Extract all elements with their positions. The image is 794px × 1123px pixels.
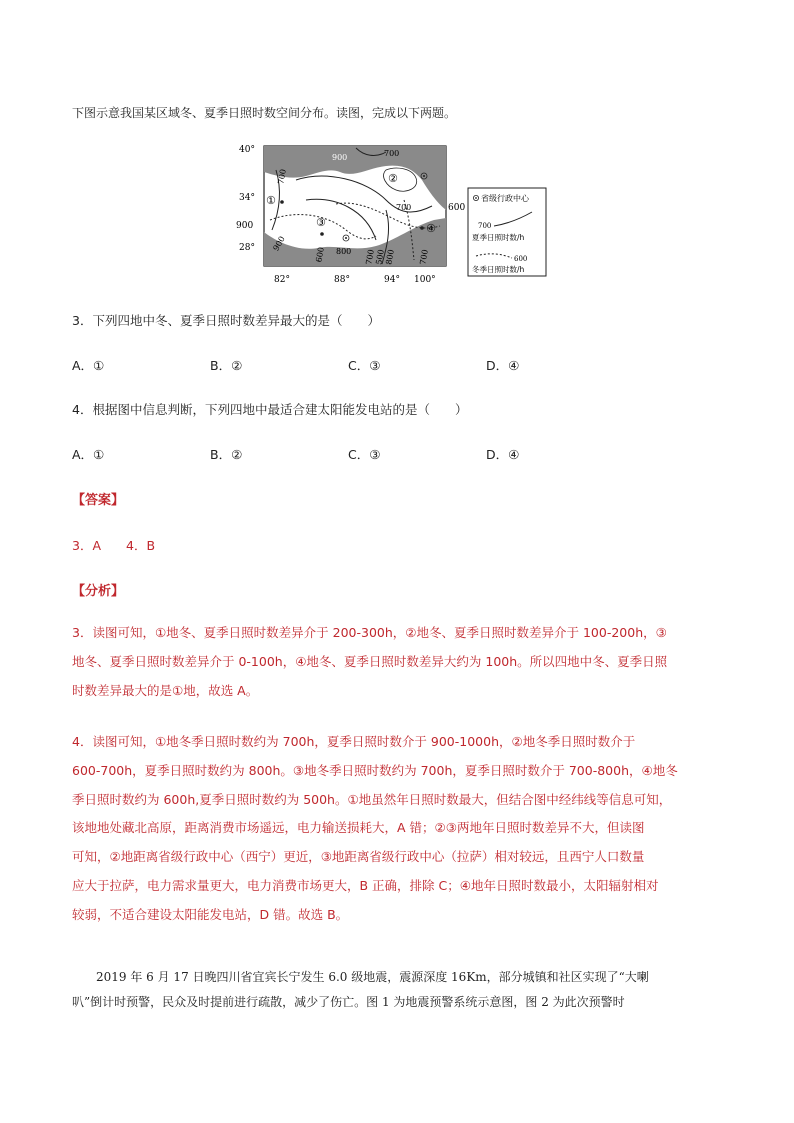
passage-line: 叭”倒计时预警，民众及时提前进行疏散，减少了伤亡。图 1 为地震预警系统示意图，图 2 为此次预警时 <box>72 995 625 1009</box>
answer-text: 3．A 4．B <box>72 538 156 553</box>
isoline-label: 700 <box>276 168 288 185</box>
point-4: ④ <box>426 222 436 235</box>
capital-marker-center <box>345 237 347 239</box>
point-2: ② <box>388 172 398 185</box>
analysis-line: 可知，②地距离省级行政中心（西宁）更近，③地距离省级行政中心（拉萨）相对较远，且西宁人口数量 <box>72 849 645 865</box>
next-passage <box>72 965 724 1015</box>
point-3-dot <box>320 232 324 236</box>
passage-line: 2019 年 6 月 17 日晚四川省宜宾长宁发生 6.0 级地震，震源深度 16Km，部分城镇和社区实现了“大喇 <box>72 970 649 984</box>
isoline-label: 500 <box>374 248 386 266</box>
point-1-dot <box>280 200 284 204</box>
intro-text: 下图示意我国某区域冬、夏季日照时数空间分布。读图，完成以下两题。 <box>72 106 457 120</box>
isoline-label: 700 <box>364 248 376 266</box>
question-3-option-c: C．③ <box>348 358 381 373</box>
analysis-line: 3．读图可知，①地冬、夏季日照时数差异介于 200-300h，②地冬、夏季日照时数差异介于 100-200h，③ <box>72 625 667 640</box>
isoline-label: 700 <box>384 149 400 158</box>
analysis-line: 4．读图可知，①地冬季日照时数约为 700h，夏季日照时数介于 900-1000h，②地冬季日照时数介于 <box>72 734 636 749</box>
analysis-q4 <box>72 728 724 930</box>
side-label: 900 <box>236 221 254 231</box>
legend-summer-value: 700 <box>478 222 492 230</box>
analysis-line: 应大于拉萨，电力需求量更大，电力消费市场更大，B 正确，排除 C；④地年日照时数最小，太阳辐射相对 <box>72 877 659 893</box>
capital-marker-center <box>423 175 425 177</box>
question-4-option-b: B．② <box>210 447 243 462</box>
isoline-label: 600 <box>296 237 312 246</box>
analysis-header: 【分析】 <box>72 584 125 599</box>
side-label: 600 <box>448 203 466 213</box>
map-frame <box>264 146 446 266</box>
isoline-label: 800 <box>336 247 352 256</box>
isoline-label: 700 <box>396 203 412 212</box>
question-4-option-a: A．① <box>72 447 105 462</box>
point-4-dot <box>420 226 424 230</box>
analysis-line: 季日照时数约为 600h,夏季日照时数约为 500h。①地虽然年日照时数最大，但结合图中经纬线等信息可知， <box>72 791 672 807</box>
legend-summer-label: 夏季日照时数/h <box>472 233 525 242</box>
point-1: ① <box>266 194 276 207</box>
lon-label: 82° <box>274 275 290 285</box>
lon-label: 94° <box>384 275 400 285</box>
analysis-line: 较弱，不适合建设太阳能发电站，D 错。故选 B。 <box>72 906 349 922</box>
lon-label: 100° <box>414 275 436 285</box>
lon-label: 88° <box>334 275 350 285</box>
lat-label: 28° <box>239 243 255 253</box>
capital-legend-icon-center <box>475 197 477 199</box>
legend-winter-value: 600 <box>514 255 528 263</box>
sunshine-map-figure <box>236 140 552 290</box>
isoline-label: 900 <box>332 153 348 162</box>
analysis-line: 地冬、夏季日照时数差异介于 0-100h，④地冬、夏季日照时数差异大约为 100h。所以四地中冬、夏季日照 <box>72 653 668 669</box>
question-3-option-d: D．④ <box>486 358 520 373</box>
point-3: ③ <box>316 216 326 229</box>
legend-capital-label: 省级行政中心 <box>481 194 529 203</box>
question-4-option-d: D．④ <box>486 447 520 462</box>
isoline-label: 600 <box>314 246 326 263</box>
lat-label: 40° <box>239 145 255 155</box>
analysis-line: 600-700h，夏季日照时数约为 800h。③地冬季日照时数约为 700h，夏季日照时数介于 700-800h，④地冬 <box>72 762 678 778</box>
isoline-label: 700 <box>418 248 430 266</box>
map-legend <box>468 188 546 276</box>
analysis-q3 <box>72 619 724 705</box>
isoline-label: 900 <box>271 234 287 253</box>
question-3-option-a: A．① <box>72 358 105 373</box>
question-3-stem: 3．下列四地中冬、夏季日照时数差异最大的是（ ） <box>72 313 380 328</box>
analysis-line: 该地地处藏北高原，距离消费市场遥远，电力输送损耗大，A 错；②③两地年日照时数差异不大，但读图 <box>72 820 645 836</box>
answer-header: 【答案】 <box>72 493 125 508</box>
question-4-option-c: C．③ <box>348 447 381 462</box>
lat-label: 34° <box>239 193 255 203</box>
analysis-line: 时数差异最大的是①地，故选 A。 <box>72 682 259 698</box>
isoline-label: 800 <box>384 248 396 266</box>
legend-winter-label: 冬季日照时数/h <box>472 265 525 274</box>
question-3-option-b: B．② <box>210 358 243 373</box>
question-4-stem: 4．根据图中信息判断，下列四地中最适合建太阳能发电站的是（ ） <box>72 402 468 417</box>
